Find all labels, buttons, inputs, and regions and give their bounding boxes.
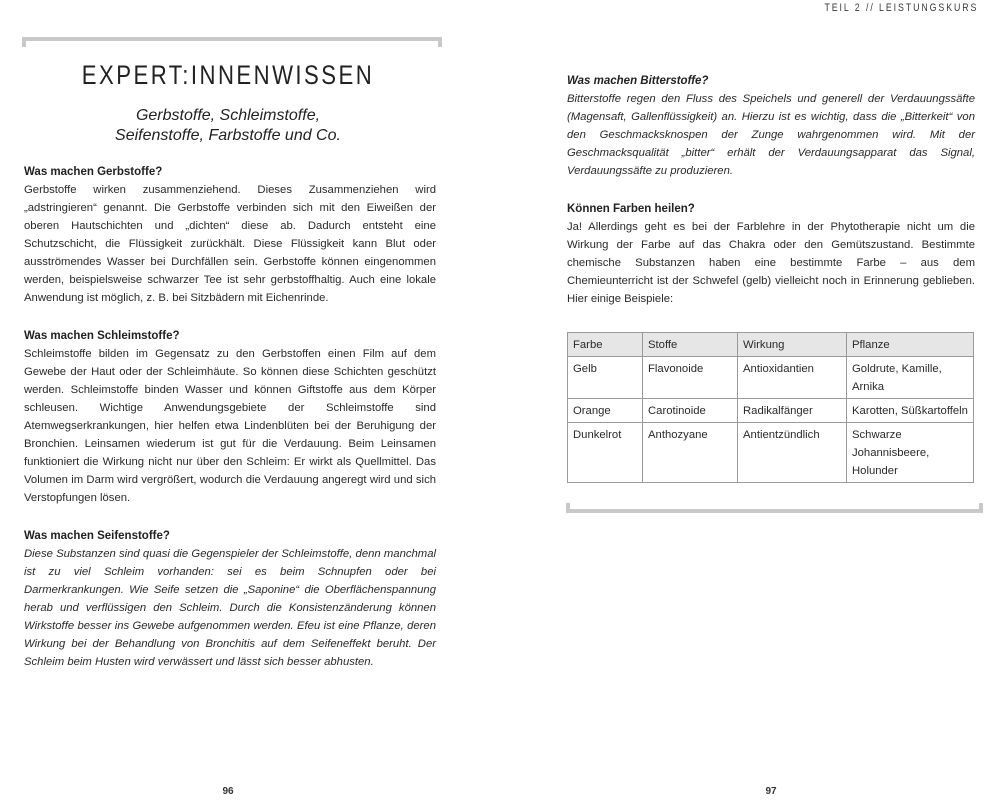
box-top-bracket (22, 37, 442, 47)
section-gerbstoffe (24, 163, 436, 307)
box-bottom-bracket (566, 503, 983, 513)
table-cell: Gelb (568, 357, 643, 399)
table-header-row (568, 333, 974, 357)
table-cell: Schwarze Johannisbeere, Holunder (847, 423, 974, 483)
table-cell: Anthozyane (643, 423, 738, 483)
running-header: TEIL 2 // LEISTUNGSKURS (824, 2, 978, 14)
box-subtitle-line: Seifenstoffe, Farbstoffe und Co. (115, 127, 341, 144)
section-text: Ja! Allerdings geht es bei der Farblehre in der Phytotherapie nicht um die Wirkung der Farbe auf das Chakra oder den Gemütszustand. Bestimmte chemische Substanzen haben eine bestimmte Farbe – aus dem Chemieunterricht ist der Schwefel (gelb) vielleicht noch in Erinnerung geblieben. Hier einige Beispiele: (567, 221, 975, 305)
section-question: Was machen Schleimstoffe? (24, 330, 180, 342)
section-farben (567, 200, 975, 308)
table-cell: Antientzündlich (738, 423, 847, 483)
table-cell: Radikalfänger (738, 399, 847, 423)
section-text: Bitterstoffe regen den Fluss des Speichels und generell der Verdauungssäfte (Magensaft, Gallenflüssigkeit) an. Hierzu ist es wichtig, dass die „Bitterkeit“ von den Geschmacksknospen der Zunge wahrgenommen wird. Mit der Geschmacksqualität „bitter“ erhält der Verdauungsapparat das Signal, Verdauungssäfte zu produzieren. (567, 93, 975, 177)
section-text: Diese Substanzen sind quasi die Gegenspieler der Schleimstoffe, denn manchmal ist zu viel Schleim vorhanden: sei es beim Schnupfen oder bei Darmerkrankungen. Wie Seife setzen die „Saponine“ die Oberflächenspannung herab und verflüssigen den Schleim. Durch die Konsistenzänderung können Wirkstoffe besser ins Gewebe aufgenommen werden. Efeu ist eine Pflanze, deren Wirkung bei der Behandlung von Bronchitis auf dem Seifeneffekt beruht. Der Schleim beim Husten wird verwässert und lässt sich besser abhusten. (24, 548, 436, 668)
table-cell: Flavonoide (643, 357, 738, 399)
box-subtitle-line: Gerbstoffe, Schleimstoffe, (135, 107, 321, 124)
section-seifenstoffe (24, 527, 436, 671)
table-cell: Orange (568, 399, 643, 423)
table-cell: Goldrute, Kamille, Arnika (847, 357, 974, 399)
table-header-cell: Wirkung (738, 333, 847, 357)
table-row (568, 399, 974, 423)
right-page (500, 0, 1000, 800)
page-number: 97 (765, 786, 777, 797)
table-cell: Karotten, Süßkartoffeln (847, 399, 974, 423)
table-row (568, 423, 974, 483)
color-table (567, 332, 974, 483)
section-schleimstoffe (24, 327, 436, 507)
section-question: Was machen Seifenstoffe? (24, 530, 170, 542)
table-header-cell: Farbe (568, 333, 643, 357)
table-header-cell: Pflanze (847, 333, 974, 357)
section-text: Schleimstoffe bilden im Gegensatz zu den Gerbstoffen einen Film auf dem Gewebe der Haut oder der Schleimhäute. So können diese Schichten geschützt werden. Schleimstoffe binden Wasser und können Giftstoffe aus dem Körper schleusen. Wichtige Anwendungsgebiete der Schleimstoffe sind Atemwegserkrankungen, hier helfen etwa Lindenblüten bei der Beruhigung der Bronchien. Leinsamen wiederum ist gut für die Verdauung. Beim Leinsamen funktioniert die Wirkung nicht nur über den Schleim: Er wirkt als Quellmittel. Das Volumen im Darm wird vergrößert, wodurch die Verdauung angeregt wird und sich Verstopfungen lösen. (24, 348, 436, 504)
table-cell: Antioxidantien (738, 357, 847, 399)
box-subtitle (22, 106, 434, 146)
table-cell: Carotinoide (643, 399, 738, 423)
table-cell: Dunkelrot (568, 423, 643, 483)
section-question: Was machen Bitterstoffe? (567, 75, 709, 87)
box-heading: EXPERT:INNENWISSEN (81, 60, 375, 90)
page-number: 96 (222, 786, 234, 797)
section-question: Was machen Gerbstoffe? (24, 166, 163, 178)
section-question: Können Farben heilen? (567, 203, 695, 215)
table-row (568, 357, 974, 399)
table-header-cell: Stoffe (643, 333, 738, 357)
section-text: Gerbstoffe wirken zusammenziehend. Dieses Zusammenziehen wird „adstringieren“ genannt. Die Gerbstoffe verbinden sich mit den Eiweißen der oberen Hautschichten und „dichten“ diese ab. Dadurch entsteht eine Schutzschicht, die Flüssigkeit zurückhält. Diese Flüssigkeit kann Blut oder ausströmendes Wasser bei Durchfällen sein. Gerbstoffe können eingenommen werden, beispielsweise schwarzer Tee ist sehr gerbstoffhaltig. Auch eine lokale Anwendung ist möglich, z. B. bei Sitzbädern mit Eichenrinde. (24, 184, 436, 304)
section-bitterstoffe (567, 72, 975, 180)
